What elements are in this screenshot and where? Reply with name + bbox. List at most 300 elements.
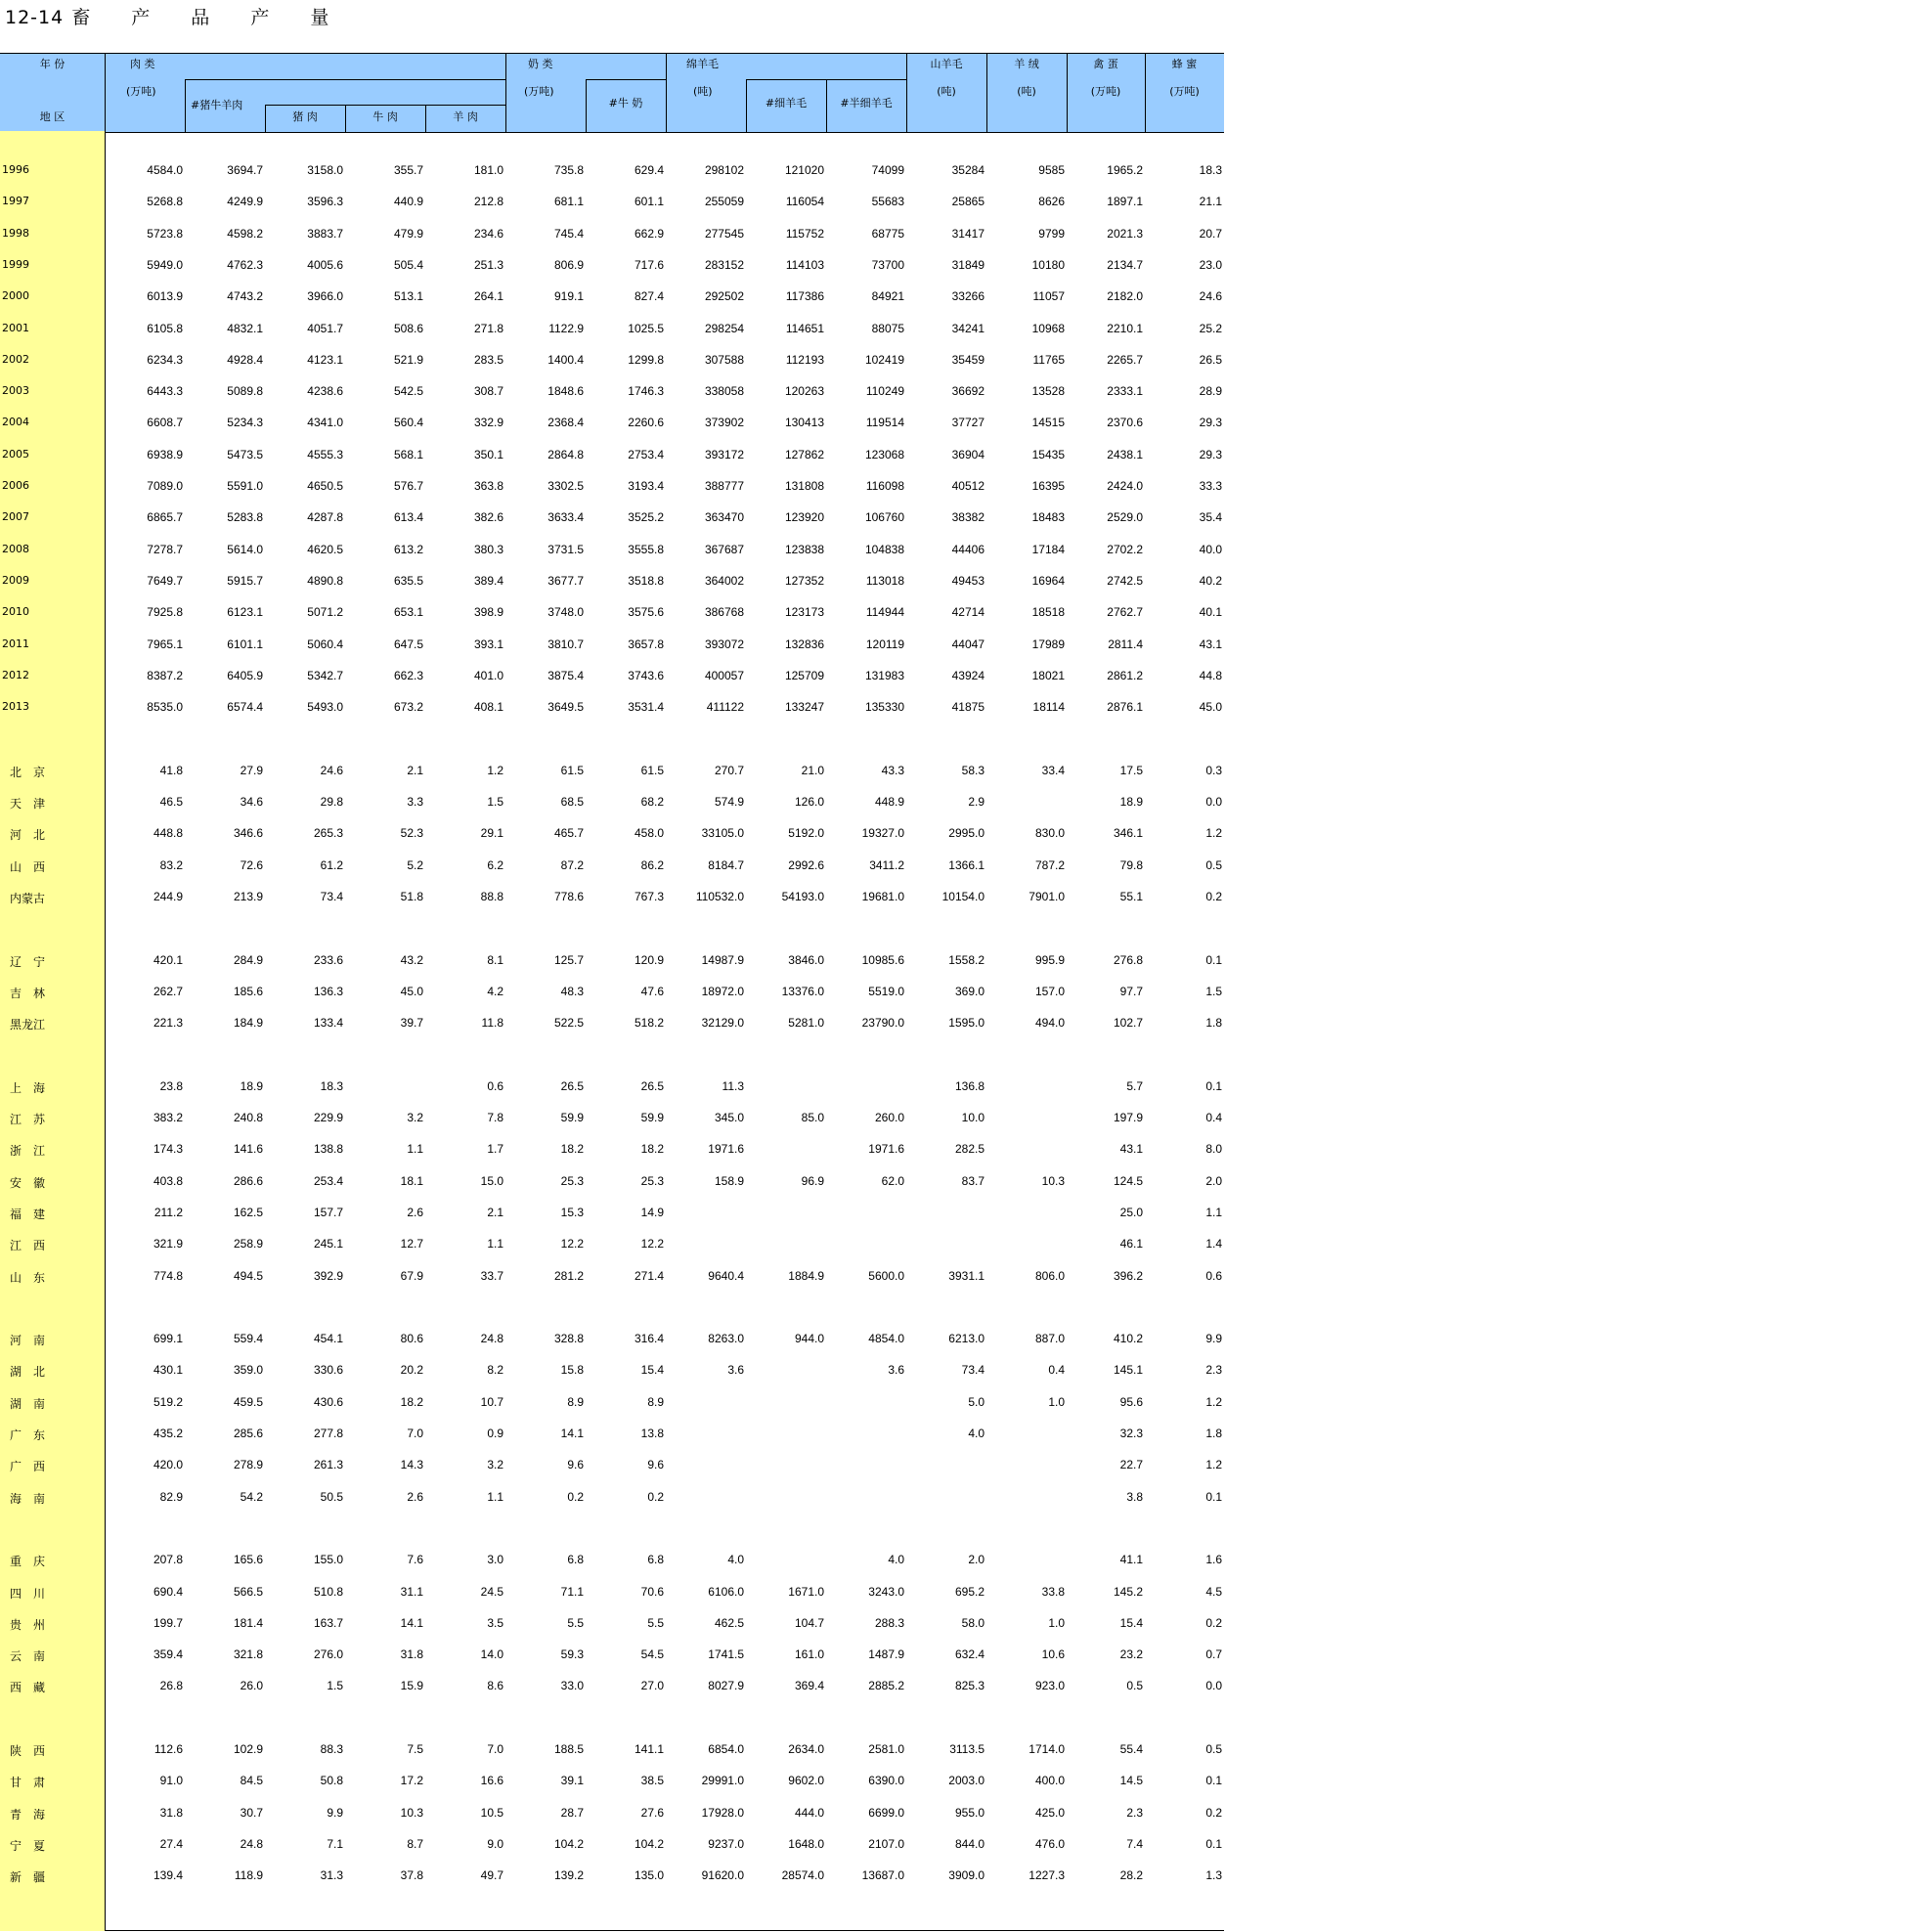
table-cell: 46.1	[1119, 1237, 1143, 1251]
table-cell: 39.7	[400, 1016, 423, 1031]
table-cell: 31.8	[159, 1805, 183, 1820]
table-cell: 102.7	[1113, 1016, 1143, 1031]
table-cell: 403.8	[153, 1173, 183, 1188]
table-cell: 6390.0	[868, 1774, 904, 1788]
table-cell: 18021	[1031, 668, 1065, 682]
table-cell: 8027.9	[708, 1679, 744, 1693]
year-label: 2011	[2, 637, 29, 650]
table-cell: 54193.0	[781, 889, 824, 903]
table-cell: 16964	[1031, 573, 1065, 588]
table-cell: 513.1	[393, 289, 423, 304]
table-cell: 41.8	[159, 763, 183, 777]
table-cell: 1.8	[1205, 1016, 1222, 1031]
table-cell: 364002	[704, 573, 744, 588]
table-cell: 282.5	[954, 1142, 985, 1157]
table-cell: 234.6	[473, 226, 503, 241]
table-cell: 4341.0	[307, 416, 343, 430]
table-cell: 199.7	[153, 1615, 183, 1630]
table-cell: 629.4	[634, 163, 664, 177]
table-cell: 4249.9	[227, 195, 263, 209]
table-cell: 3525.2	[628, 510, 664, 525]
table-cell: 28574.0	[781, 1868, 824, 1883]
header-divider	[185, 79, 186, 132]
table-cell: 281.2	[553, 1268, 584, 1283]
table-cell: 2333.1	[1107, 384, 1143, 399]
table-cell: 5.5	[567, 1615, 584, 1630]
header-divider	[505, 54, 506, 132]
table-cell: 23.2	[1119, 1647, 1143, 1662]
table-cell: 2581.0	[868, 1742, 904, 1756]
table-cell: 119514	[865, 416, 904, 430]
table-cell: 3518.8	[628, 573, 664, 588]
table-cell: 559.4	[233, 1332, 263, 1346]
header-divider	[425, 105, 426, 132]
table-cell: 0.5	[1205, 857, 1222, 872]
table-cell: 59.3	[560, 1647, 584, 1662]
table-cell: 568.1	[393, 447, 423, 461]
header-divider	[185, 79, 505, 80]
table-cell: 110249	[865, 384, 904, 399]
table-cell: 33.3	[1199, 479, 1222, 493]
table-cell: 120263	[784, 384, 824, 399]
table-cell: 7089.0	[147, 479, 183, 493]
table-cell: 24.8	[240, 1836, 263, 1851]
table-cell: 16.6	[480, 1774, 503, 1788]
page-title	[5, 3, 346, 29]
table-cell: 40.0	[1199, 542, 1222, 556]
table-cell: 1.4	[1205, 1237, 1222, 1251]
table-cell: 9.6	[647, 1458, 664, 1472]
table-cell: 14515	[1031, 416, 1065, 430]
table-cell: 5600.0	[868, 1268, 904, 1283]
table-cell: 5.2	[407, 857, 423, 872]
table-cell: 4.2	[487, 984, 503, 998]
table-cell: 5.5	[647, 1615, 664, 1630]
table-cell: 435.2	[153, 1427, 183, 1440]
table-cell: 18.2	[560, 1142, 584, 1157]
region-label: 黑龙江	[10, 1018, 46, 1032]
table-cell: 10.7	[480, 1394, 503, 1409]
table-cell: 2182.0	[1107, 289, 1143, 304]
table-cell: 121020	[784, 163, 824, 177]
table-cell: 0.1	[1205, 1836, 1222, 1851]
table-cell: 4598.2	[227, 226, 263, 241]
table-cell: 14.3	[400, 1458, 423, 1472]
table-cell: 717.6	[634, 257, 664, 272]
data-table	[0, 53, 1224, 1932]
table-cell: 14.1	[400, 1615, 423, 1630]
table-cell: 3931.1	[948, 1268, 985, 1283]
table-cell: 4.0	[727, 1553, 744, 1567]
table-cell: 4743.2	[227, 289, 263, 304]
region-label: 宁 夏	[10, 1838, 46, 1853]
table-cell: 3575.6	[628, 605, 664, 620]
year-label: 2003	[2, 384, 29, 398]
table-cell: 79.8	[1119, 857, 1143, 872]
table-cell: 67.9	[400, 1268, 423, 1283]
table-cell: 85.0	[801, 1111, 824, 1124]
table-cell: 4854.0	[868, 1332, 904, 1346]
table-cell: 566.5	[233, 1584, 263, 1599]
table-cell: 43.3	[881, 763, 904, 777]
table-cell: 251.3	[473, 257, 503, 272]
table-cell: 3846.0	[788, 952, 824, 967]
table-cell: 10.0	[961, 1111, 985, 1124]
region-label: 河 南	[10, 1334, 46, 1348]
year-label: 2006	[2, 479, 29, 492]
table-cell: 9.0	[487, 1836, 503, 1851]
table-cell: 87.2	[560, 857, 584, 872]
table-cell: 20.7	[1199, 226, 1222, 241]
table-bottom-border	[105, 1930, 1224, 1931]
table-cell: 806.9	[553, 257, 584, 272]
table-cell: 510.8	[313, 1584, 343, 1599]
table-cell: 389.4	[473, 573, 503, 588]
header-divider	[826, 79, 827, 132]
table-cell: 28.2	[1119, 1868, 1143, 1883]
table-cell: 2107.0	[868, 1836, 904, 1851]
table-cell: 1746.3	[628, 384, 664, 399]
table-cell: 38382	[951, 510, 985, 525]
table-cell: 3596.3	[307, 195, 343, 209]
table-cell: 91.0	[159, 1774, 183, 1788]
table-cell: 4005.6	[307, 257, 343, 272]
year-label: 2005	[2, 447, 29, 461]
table-cell: 83.2	[159, 857, 183, 872]
table-cell: 157.7	[313, 1205, 343, 1219]
table-cell: 10180	[1031, 257, 1065, 272]
table-cell: 13376.0	[781, 984, 824, 998]
table-cell: 459.5	[233, 1394, 263, 1409]
table-cell: 3.6	[888, 1363, 904, 1378]
table-cell: 2265.7	[1107, 352, 1143, 367]
table-cell: 25.3	[560, 1173, 584, 1188]
table-cell: 123920	[784, 510, 824, 525]
table-cell: 0.1	[1205, 1489, 1222, 1504]
table-cell: 18114	[1032, 700, 1065, 715]
table-cell: 6.8	[567, 1553, 584, 1567]
header-eggs: 禽 蛋	[1093, 58, 1118, 70]
table-cell: 24.6	[1199, 289, 1222, 304]
table-cell: 181.0	[473, 163, 503, 177]
table-cell: 73700	[871, 257, 904, 272]
table-cell: 10985.6	[861, 952, 904, 967]
table-cell: 3875.4	[547, 668, 584, 682]
table-cell: 3677.7	[547, 573, 584, 588]
table-cell: 2702.2	[1107, 542, 1143, 556]
table-cell: 373902	[704, 416, 744, 430]
table-cell: 6213.0	[948, 1332, 985, 1346]
table-cell: 3243.0	[868, 1584, 904, 1599]
table-cell: 1.5	[327, 1679, 343, 1693]
table-cell: 44406	[951, 542, 985, 556]
table-cell: 1.5	[487, 795, 503, 809]
table-cell: 42714	[951, 605, 985, 620]
table-cell: 104838	[864, 542, 904, 556]
table-cell: 601.1	[634, 195, 664, 209]
table-cell: 27.9	[240, 763, 263, 777]
table-cell: 6574.4	[227, 700, 263, 715]
table-cell: 346.1	[1113, 826, 1143, 841]
table-cell: 88075	[871, 321, 904, 335]
table-cell: 23.0	[1199, 257, 1222, 272]
table-cell: 271.8	[473, 321, 503, 335]
table-cell: 1227.3	[1029, 1868, 1065, 1883]
table-cell: 5591.0	[227, 479, 263, 493]
table-cell: 240.8	[233, 1111, 263, 1124]
table-cell: 2864.8	[547, 447, 584, 461]
table-cell: 5234.3	[227, 416, 263, 430]
region-label: 湖 南	[10, 1396, 46, 1411]
table-cell: 383.2	[153, 1111, 183, 1124]
table-cell: 2370.6	[1107, 416, 1143, 430]
table-cell: 31.3	[320, 1868, 343, 1883]
table-cell: 5283.8	[227, 510, 263, 525]
table-cell: 28.9	[1199, 384, 1222, 399]
header-divider	[265, 105, 266, 132]
region-label: 辽 宁	[10, 954, 46, 969]
table-cell: 18483	[1031, 510, 1065, 525]
table-cell: 43.1	[1199, 637, 1222, 651]
table-cell: 18.9	[1119, 795, 1143, 809]
table-cell: 84921	[871, 289, 904, 304]
region-label: 广 东	[10, 1428, 46, 1442]
table-cell: 163.7	[313, 1615, 343, 1630]
table-cell: 114103	[785, 257, 824, 272]
table-cell: 0.4	[1048, 1363, 1065, 1378]
table-cell: 14987.9	[701, 952, 744, 967]
table-cell: 3.2	[487, 1458, 503, 1472]
table-cell: 653.1	[393, 605, 423, 620]
table-cell: 39.1	[560, 1774, 584, 1788]
table-cell: 18.9	[240, 1078, 263, 1093]
table-cell: 7901.0	[1029, 889, 1065, 903]
region-label: 山 西	[10, 859, 46, 874]
table-cell: 0.2	[1205, 1805, 1222, 1820]
table-cell: 2753.4	[628, 447, 664, 461]
table-cell: 33.7	[480, 1268, 503, 1283]
table-cell: 458.0	[634, 826, 664, 841]
table-cell: 3113.5	[949, 1742, 985, 1756]
table-cell: 1.0	[1048, 1394, 1065, 1409]
table-cell: 695.2	[954, 1584, 985, 1599]
table-cell: 26.5	[1199, 352, 1222, 367]
table-cell: 116098	[865, 479, 904, 493]
table-cell: 52.3	[400, 826, 423, 841]
table-cell: 522.5	[553, 1016, 584, 1031]
table-cell: 919.1	[553, 289, 584, 304]
table-cell: 283152	[704, 257, 744, 272]
table-cell: 245.1	[313, 1237, 343, 1251]
table-cell: 0.1	[1205, 952, 1222, 967]
table-cell: 3.2	[407, 1111, 423, 1124]
table-cell: 3909.0	[948, 1868, 985, 1883]
table-cell: 7965.1	[147, 637, 183, 651]
table-cell: 207.8	[153, 1553, 183, 1567]
table-cell: 117386	[785, 289, 824, 304]
table-cell: 2529.0	[1107, 510, 1143, 525]
table-cell: 162.5	[233, 1205, 263, 1219]
table-cell: 3743.6	[628, 668, 664, 682]
table-cell: 3883.7	[307, 226, 343, 241]
table-cell: 17184	[1031, 542, 1065, 556]
table-cell: 139.2	[553, 1868, 584, 1883]
table-cell: 54.2	[240, 1489, 263, 1504]
header-divider	[746, 79, 906, 80]
table-cell: 12.2	[560, 1237, 584, 1251]
header-divider	[265, 105, 505, 106]
table-cell: 519.2	[153, 1394, 183, 1409]
table-cell: 1.0	[1048, 1615, 1065, 1630]
table-cell: 7.8	[487, 1111, 503, 1124]
table-cell: 8535.0	[147, 700, 183, 715]
table-cell: 345.0	[714, 1111, 744, 1124]
table-cell: 1.1	[407, 1142, 423, 1157]
table-cell: 157.0	[1034, 984, 1065, 998]
table-cell: 430.6	[313, 1394, 343, 1409]
region-label: 内蒙古	[10, 891, 46, 905]
table-cell: 37.8	[400, 1868, 423, 1883]
table-cell: 271.4	[634, 1268, 664, 1283]
table-cell: 359.0	[233, 1363, 263, 1378]
region-label: 青 海	[10, 1807, 46, 1822]
table-cell: 1.2	[1205, 826, 1222, 841]
table-cell: 1.7	[487, 1142, 503, 1157]
table-cell: 139.4	[153, 1868, 183, 1883]
table-cell: 112.6	[153, 1742, 183, 1756]
table-cell: 6608.7	[147, 416, 183, 430]
region-label: 江 苏	[10, 1113, 46, 1126]
table-cell: 276.8	[1113, 952, 1143, 967]
table-cell: 261.3	[313, 1458, 343, 1472]
table-cell: 7925.8	[147, 605, 183, 620]
header-eggs-unit: (万吨)	[1090, 85, 1121, 98]
table-cell: 118.9	[234, 1868, 263, 1883]
header-divider	[906, 54, 907, 132]
table-cell: 8263.0	[708, 1332, 744, 1346]
table-cell: 830.0	[1034, 826, 1065, 841]
table-cell: 8626	[1038, 195, 1065, 209]
header-pork-beef-mutton: #猪牛羊肉	[191, 99, 243, 111]
table-cell: 2995.0	[948, 826, 985, 841]
table-cell: 15435	[1031, 447, 1065, 461]
table-cell: 29.3	[1199, 447, 1222, 461]
table-cell: 944.0	[794, 1332, 824, 1346]
table-cell: 8387.2	[147, 668, 183, 682]
table-cell: 123068	[864, 447, 904, 461]
header-meat-unit: (万吨)	[126, 85, 156, 98]
table-cell: 647.5	[393, 637, 423, 651]
table-cell: 386768	[704, 605, 744, 620]
table-cell: 46.5	[159, 795, 183, 809]
table-cell: 9799	[1038, 226, 1065, 241]
table-cell: 120.9	[634, 952, 664, 967]
region-label: 四 川	[10, 1586, 46, 1601]
table-code: 12-14	[5, 7, 65, 28]
table-cell: 307588	[704, 352, 744, 367]
table-cell: 2.1	[407, 763, 423, 777]
table-cell: 393.1	[473, 637, 503, 651]
region-label: 福 建	[10, 1207, 46, 1221]
table-cell: 4555.3	[307, 447, 343, 461]
table-cell: 55.4	[1119, 1742, 1143, 1756]
table-cell: 115752	[785, 226, 824, 241]
header-mutton: 羊 肉	[453, 110, 478, 123]
table-cell: 174.3	[153, 1142, 183, 1157]
table-cell: 45.0	[400, 984, 423, 998]
table-cell: 5192.0	[788, 826, 824, 841]
table-cell: 34241	[951, 321, 985, 335]
table-cell: 130413	[784, 416, 824, 430]
table-cell: 476.0	[1034, 1836, 1065, 1851]
table-cell: 265.3	[313, 826, 343, 841]
table-cell: 1648.0	[788, 1836, 824, 1851]
table-cell: 113018	[865, 573, 904, 588]
table-cell: 5.7	[1126, 1078, 1143, 1093]
table-cell: 83.7	[961, 1173, 985, 1188]
table-cell: 112193	[785, 352, 824, 367]
table-cell: 84.5	[240, 1774, 263, 1788]
table-cell: 806.0	[1034, 1268, 1065, 1283]
table-cell: 774.8	[153, 1268, 183, 1283]
header-divider	[666, 54, 667, 132]
region-label: 上 海	[10, 1080, 46, 1095]
table-cell: 0.5	[1126, 1679, 1143, 1693]
table-cell: 1971.6	[868, 1142, 904, 1157]
table-cell: 7278.7	[147, 542, 183, 556]
header-fine-wool: #细羊毛	[765, 97, 808, 110]
table-cell: 955.0	[954, 1805, 985, 1820]
table-cell: 8.6	[487, 1679, 503, 1693]
table-cell: 321.8	[233, 1647, 263, 1662]
table-cell: 260.0	[874, 1111, 904, 1124]
table-cell: 10.5	[480, 1805, 503, 1820]
table-cell: 6854.0	[708, 1742, 744, 1756]
table-cell: 1.6	[1205, 1553, 1222, 1567]
table-cell: 681.1	[553, 195, 584, 209]
header-divider	[986, 54, 987, 132]
table-cell: 32.3	[1119, 1427, 1143, 1440]
table-cell: 97.7	[1119, 984, 1143, 998]
table-cell: 844.0	[954, 1836, 985, 1851]
table-cell: 110532.0	[695, 889, 744, 903]
region-label: 西 藏	[10, 1681, 46, 1695]
region-label: 北 京	[10, 765, 46, 779]
table-cell: 15.4	[640, 1363, 664, 1378]
table-cell: 411122	[706, 700, 744, 715]
header-divider	[1067, 54, 1068, 132]
table-cell: 62.0	[881, 1173, 904, 1188]
table-cell: 9640.4	[708, 1268, 744, 1283]
table-cell: 401.0	[473, 668, 503, 682]
table-cell: 827.4	[634, 289, 664, 304]
table-cell: 430.1	[153, 1363, 183, 1378]
table-cell: 4.5	[1205, 1584, 1222, 1599]
table-cell: 61.2	[320, 857, 343, 872]
table-cell: 276.0	[313, 1647, 343, 1662]
table-cell: 36692	[951, 384, 985, 399]
table-cell: 6699.0	[868, 1805, 904, 1820]
table-cell: 5519.0	[868, 984, 904, 998]
table-cell: 1897.1	[1107, 195, 1143, 209]
table-cell: 465.7	[553, 826, 584, 841]
table-cell: 2762.7	[1107, 605, 1143, 620]
table-cell: 96.9	[801, 1173, 824, 1188]
table-cell: 308.7	[473, 384, 503, 399]
table-cell: 15.0	[480, 1173, 503, 1188]
table-cell: 72.6	[240, 857, 263, 872]
table-cell: 0.5	[1205, 1742, 1222, 1756]
